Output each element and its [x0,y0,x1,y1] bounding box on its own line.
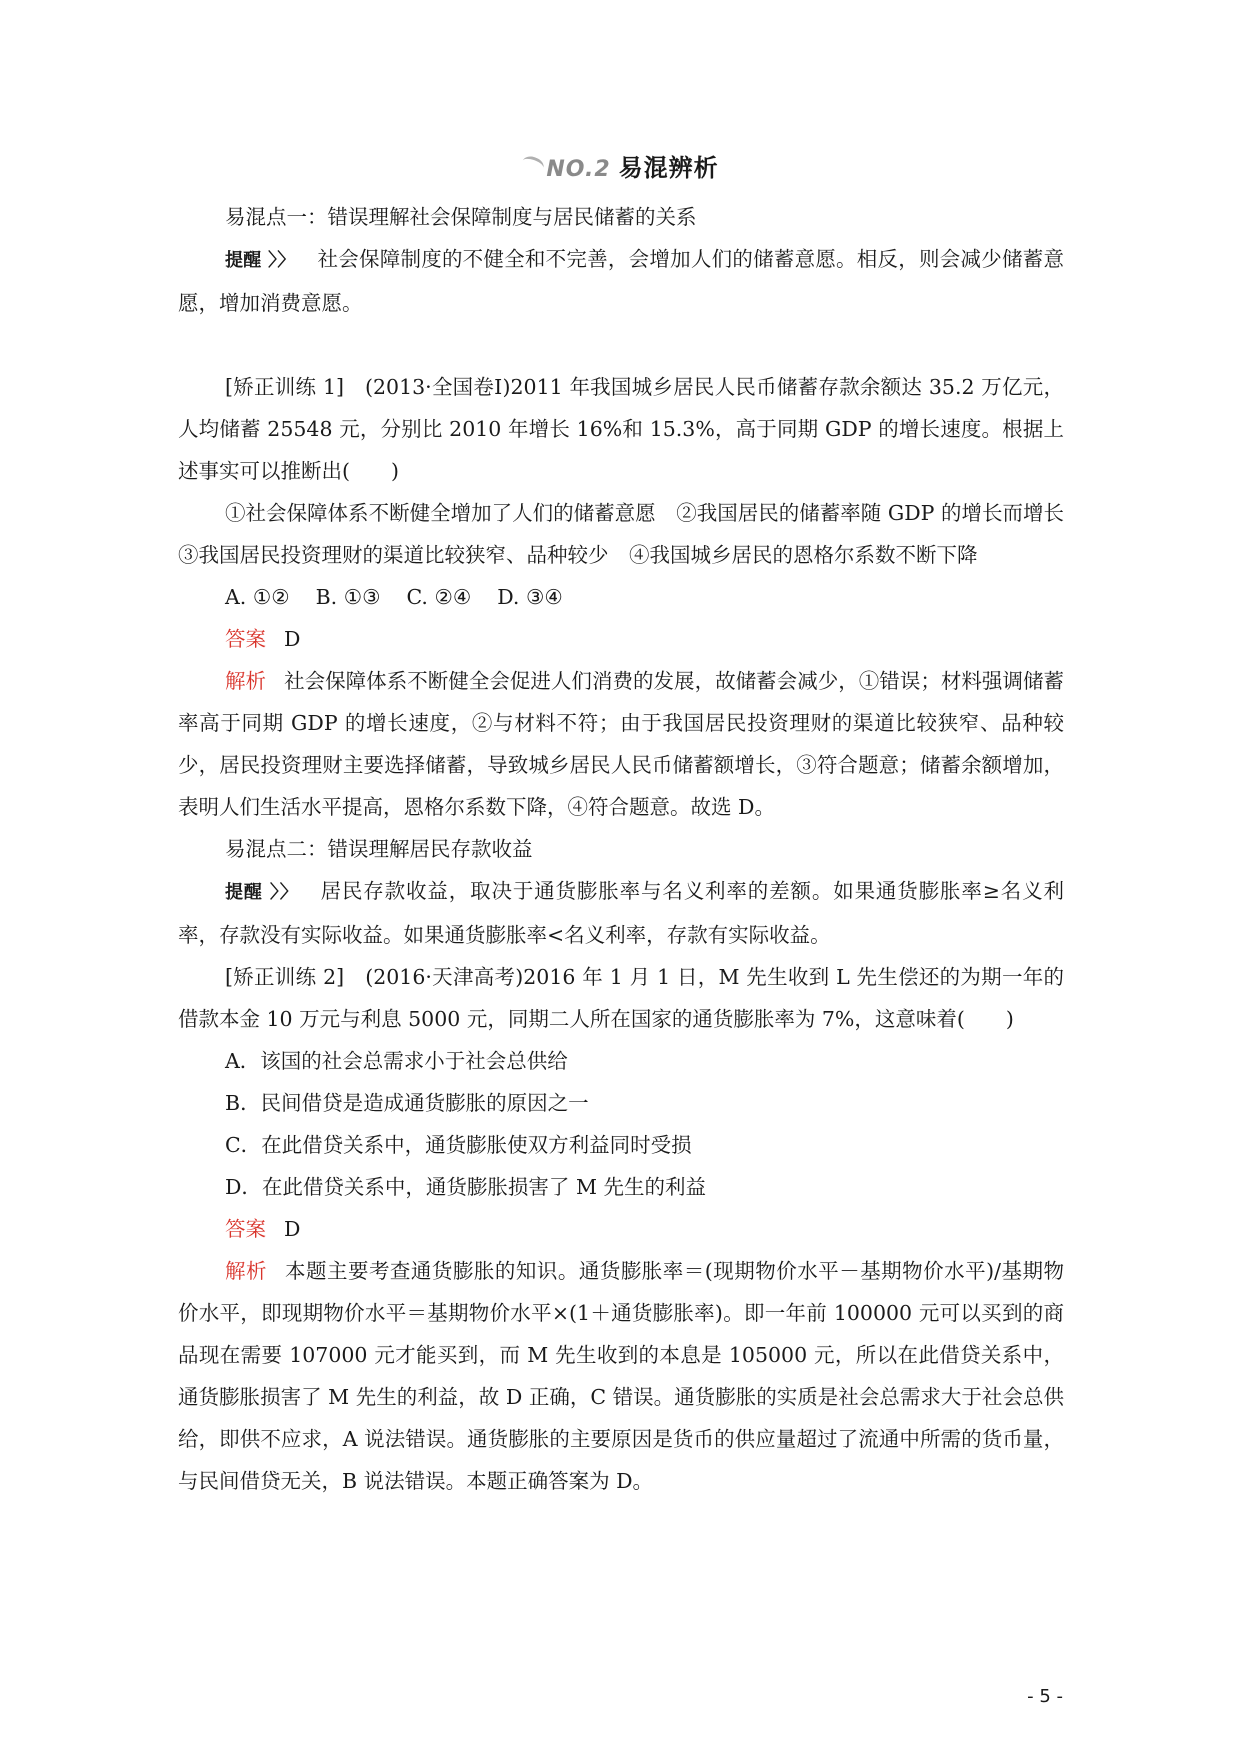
exercise2-option-c: C．在此借贷关系中，通货膨胀使双方利益同时受损 [225,1133,692,1157]
content [178,196,1085,1502]
exercise2-analysis [178,1250,1064,1502]
exercise1-answer [178,618,1064,660]
hint-label: 提醒 〉〉 [225,882,299,903]
hint-text: 居民存款收益，取决于通货膨胀率与名义利率的差额。如果通货膨胀率≥名义利率，存款没有实际收益。如果通货膨胀率<名义利率，存款有实际收益。 [178,879,1064,947]
exercise1-options [178,576,1064,618]
option-d: D. ③④ [497,585,563,609]
point1-heading: 易混点一：错误理解社会保障制度与居民储蓄的关系 [225,205,697,229]
exercise2-answer [178,1208,1064,1250]
answer-label: 答案 [225,1217,266,1241]
analysis-text: 本题主要考查通货膨胀的知识。通货膨胀率＝(现期物价水平－基期物价水平)/基期物价水平，即现期物价水平＝基期物价水平×(1＋通货膨胀率)。即一年前 100000 元可以买到的商品现在需要 107000 元才能买到，而 M 先生收到的本息是 105000 元，所以在此借贷关系中，通货膨胀损害了 M 先生的利益，故 D 正确，C 错误。通货膨胀的实质是社会总需求大于社会总供给，即供不应求，A 说法错误。通货膨胀的主要原因是货币的供应量超过了流通中所需的货币量，与民间借贷无关，B 说法错误。本题正确答案为 D。 [178,1259,1064,1493]
option-a: A. ①② [225,585,290,609]
point2-heading: 易混点二：错误理解居民存款收益 [225,837,533,861]
spacer [178,324,1064,366]
swoosh-icon [520,154,546,176]
exercise2-question: [矫正训练 2] (2016·天津高考)2016 年 1 月 1 日，M 先生收到 L 先生偿还的为期一年的借款本金 10 万元与利息 5000 元，同期二人所在国家的通货膨胀率为 7%，这意味着( ) [178,965,1064,1031]
exercise1-analysis [178,660,1064,828]
section-number: NO.2 [546,157,611,182]
hint-label: 提醒 〉〉 [225,250,296,271]
analysis-label: 解析 [225,669,267,693]
section-title [0,148,1241,183]
answer-value: D [284,627,301,651]
section-title-text: 易混辨析 [618,153,719,182]
analysis-text: 社会保障体系不断健全会促进人们消费的发展，故储蓄会减少，①错误；材料强调储蓄率高于同期 GDP 的增长速度，②与材料不符；由于我国居民投资理财的渠道比较狭窄、品种较少，居民投资理财主要选择储蓄，导致城乡居民人民币储蓄额增长，③符合题意；储蓄余额增加，表明人们生活水平提高，恩格尔系数下降，④符合题意。故选 D。 [178,669,1065,819]
exercise2-option-a: A．该国的社会总需求小于社会总供给 [225,1049,568,1073]
hint-text: 社会保障制度的不健全和不完善，会增加人们的储蓄意愿。相反，则会减少储蓄意愿，增加消费意愿。 [178,247,1064,315]
page-number: - 5 - [1027,1686,1063,1707]
exercise2-option-d: D．在此借贷关系中，通货膨胀损害了 M 先生的利益 [225,1175,706,1199]
analysis-label: 解析 [225,1259,267,1283]
exercise1-question: [矫正训练 1] (2013·全国卷Ⅰ)2011 年我国城乡居民人民币储蓄存款余额达 35.2 万亿元，人均储蓄 25548 元，分别比 2010 年增长 16%和 15.3%，高于同期 GDP 的增长速度。根据上述事实可以推断出( ) [178,375,1064,483]
option-c: C. ②④ [406,585,472,609]
answer-value: D [284,1217,301,1241]
point1-hint [178,238,1064,324]
option-b: B. ①③ [315,585,381,609]
answer-label: 答案 [225,627,266,651]
exercise2-option-b: B．民间借贷是造成通货膨胀的原因之一 [225,1091,589,1115]
point2-hint [178,870,1064,956]
exercise1-statements: ①社会保障体系不断健全增加了人们的储蓄意愿 ②我国居民的储蓄率随 GDP 的增长而增长 ③我国居民投资理财的渠道比较狭窄、品种较少 ④我国城乡居民的恩格尔系数不断下降 [178,501,1085,567]
